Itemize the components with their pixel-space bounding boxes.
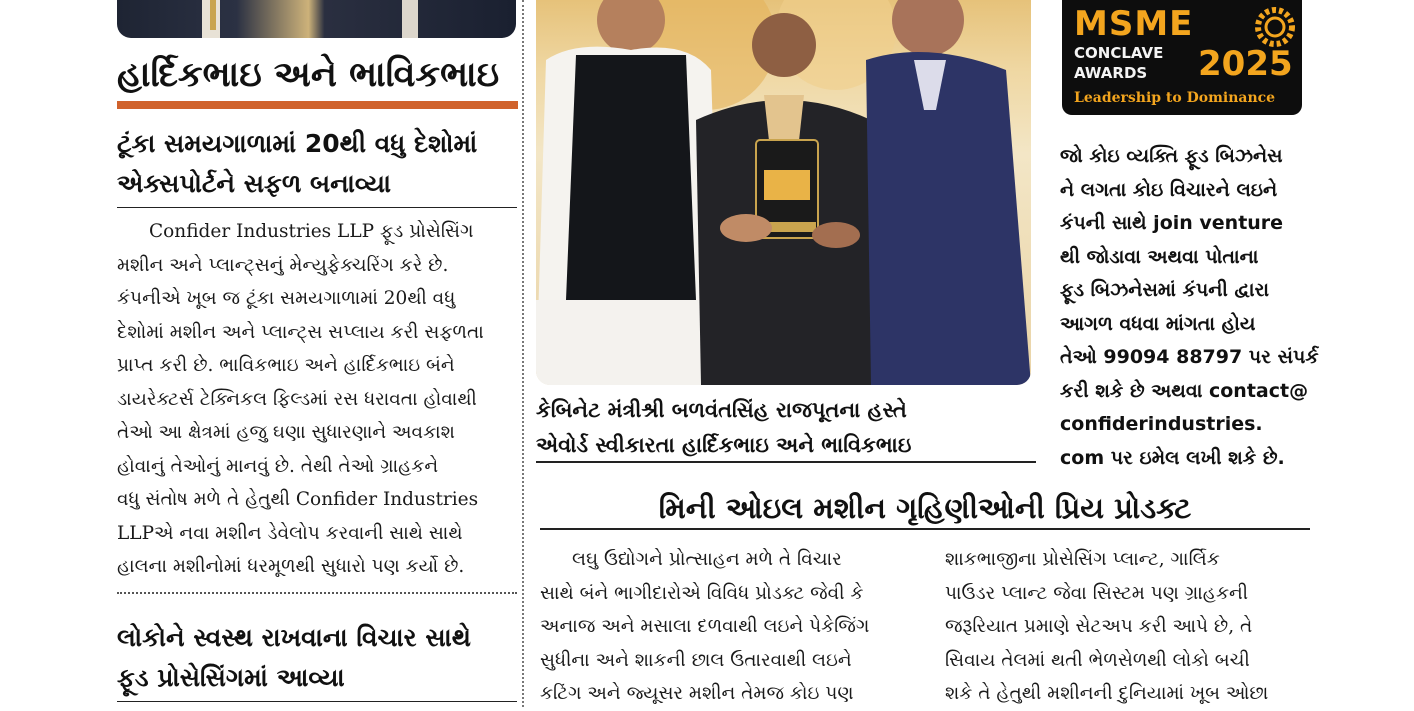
msme-conclave-logo: [1062, 0, 1302, 115]
body-line: પાઉડર પ્લાન્ટ જેવા સિસ્ટમ પણ ગ્રાહકની: [945, 582, 1249, 604]
body-line: જરૂરિયાત પ્રમાણે સેટઅપ કરી આપે છે, તે: [945, 616, 1253, 637]
caption-line-2: એવોર્ડ સ્વીકારતા હાર્દિકભાઇ અને ભાવિકભાઇ: [536, 433, 912, 457]
body-line: મશીન અને પ્લાન્ટ્સનું મેન્યુફેક્ચરિંગ કરે છે.: [117, 254, 449, 276]
column-separator: [522, 0, 524, 707]
contact-line: તેઓ 99094 88797 પર સંપર્ક: [1060, 346, 1319, 368]
caption-line-1: કેબિનેટ મંત્રીશ્રી બળવંતસિંહ રાજપૂતના હસ્તે: [536, 398, 907, 422]
top-photo-strip: [117, 0, 516, 38]
body-line: અનાજ અને મસાલા દળવાથી લઇને પેકેજિંગ: [540, 616, 870, 637]
subheadline-line-2: એક્સપોર્ટને સફળ બનાવ્યા: [117, 169, 392, 198]
body-line: Confider Industries LLP ફૂડ પ્રોસેસિંગ: [149, 221, 474, 242]
caption-rule: [536, 461, 1036, 463]
body-line: સુધીના અને શાકની છાલ ઉતારવાથી લઇને: [540, 649, 852, 671]
section2-column-1: [540, 543, 905, 711]
body-line: સિવાય તેલમાં થતી ભેળસેળથી લોકો બચી: [945, 649, 1250, 671]
body-line: LLPએ નવા મશીન ડેવેલોપ કરવાની સાથે સાથે: [117, 522, 463, 544]
section2-column-2: [945, 543, 1307, 711]
subheadline-2: [117, 618, 517, 698]
contact-line: આગળ વધવા માંગતા હોય: [1060, 312, 1256, 335]
contact-line: થી જોડાવા અથવા પોતાના: [1060, 245, 1259, 268]
award-photo: [536, 0, 1031, 385]
main-headline: હાર્દિકભાઇ અને ભાવિકભાઇ: [117, 55, 500, 95]
logo-msme-text: MSME: [1074, 4, 1194, 44]
body-line: દેશોમાં મશીન અને પ્લાન્ટ્સ સપ્લાય કરી સફળતા: [117, 321, 484, 343]
body-line: લઘુ ઉદ્યોગને પ્રોત્સાહન મળે તે વિચાર: [572, 549, 842, 570]
body-line: પ્રાપ્ત કરી છે. ભાવિકભાઇ અને હાર્દિકભાઇ બંને: [117, 355, 455, 376]
subheadline-2-line-1: લોકોને સ્વસ્થ રાખવાના વિચાર સાથે: [117, 623, 471, 652]
body-line: વધુ સંતોષ મળે તે હેતુથી Confider Industries: [117, 489, 479, 510]
body-line: શાકભાજીના પ્રોસેસિંગ પ્લાન્ટ, ગાર્લિક: [945, 549, 1220, 570]
section2-rule: [540, 528, 1310, 530]
photo-caption: [536, 393, 1036, 463]
logo-tagline: Leadership to Dominance: [1074, 90, 1276, 106]
body-line: સાથે બંને ભાગીદારોએ વિવિધ પ્રોડક્ટ જેવી કે: [540, 582, 864, 604]
body-line: કટિંગ અને જ્યૂસર મશીન તેમજ કોઇ પણ: [540, 683, 854, 704]
section2-headline: મિની ઓઇલ મશીન ગૃહિણીઓની પ્રિય પ્રોડક્ટ: [658, 491, 1192, 525]
contact-line: confiderindustries.: [1060, 413, 1263, 435]
contact-line: કંપની સાથે join venture: [1060, 212, 1284, 234]
top-photo-figures: [117, 0, 516, 38]
subheadline-2-rule: [117, 701, 517, 702]
headline-underline-bar: [117, 101, 518, 109]
body-line: કંપનીએ ખૂબ જ ટૂંકા સમયગાળામાં 20થી વધુ: [117, 288, 456, 309]
award-photo-illustration: [536, 0, 1031, 385]
body-line: હાલના મશીનોમાં ધરમૂળથી સુધારો પણ કર્યો છે.: [117, 556, 465, 577]
logo-awards-text: AWARDS: [1074, 64, 1148, 82]
subheadline-line-1: ટૂંકા સમયગાળામાં 20થી વધુ દેશોમાં: [117, 129, 478, 158]
contact-line: કરી શકે છે અથવા contact@: [1060, 379, 1309, 402]
article-body: [117, 215, 517, 584]
subheadline-2-line-2: ફૂડ પ્રોસેસિંગમાં આવ્યા: [117, 663, 345, 692]
logo-conclave-text: CONCLAVE: [1074, 44, 1164, 62]
body-line: શકે તે હેતુથી મશીનની દુનિયામાં ખૂબ ઓછા: [945, 683, 1269, 704]
subheadline: [117, 124, 517, 204]
contact-line: ને લગતા કોઇ વિચારને લઇને: [1060, 178, 1278, 201]
body-line: હોવાનું તેઓનું માનવું છે. તેથી તેઓ ગ્રાહકને: [117, 455, 439, 477]
body-line: ડાયરેક્ટર્સ ટેક્નિકલ ફિલ્ડમાં રસ ધરાવતા હોવાથી: [117, 388, 477, 410]
section-dotted-divider: [117, 592, 517, 594]
contact-box: [1060, 140, 1320, 475]
logo-year-text: 2025: [1198, 44, 1293, 84]
contact-line: ફૂડ બિઝનેસમાં કંપની દ્વારા: [1060, 279, 1270, 301]
subheadline-rule: [117, 207, 517, 208]
contact-line: com પર ઇમેલ લખી શકે છે.: [1060, 446, 1285, 469]
body-line: તેઓ આ ક્ષેત્રમાં હજુ ઘણા સુધારણાને અવકાશ: [117, 422, 455, 443]
contact-line: જો કોઇ વ્યક્તિ ફૂડ બિઝનેસ: [1060, 145, 1283, 167]
